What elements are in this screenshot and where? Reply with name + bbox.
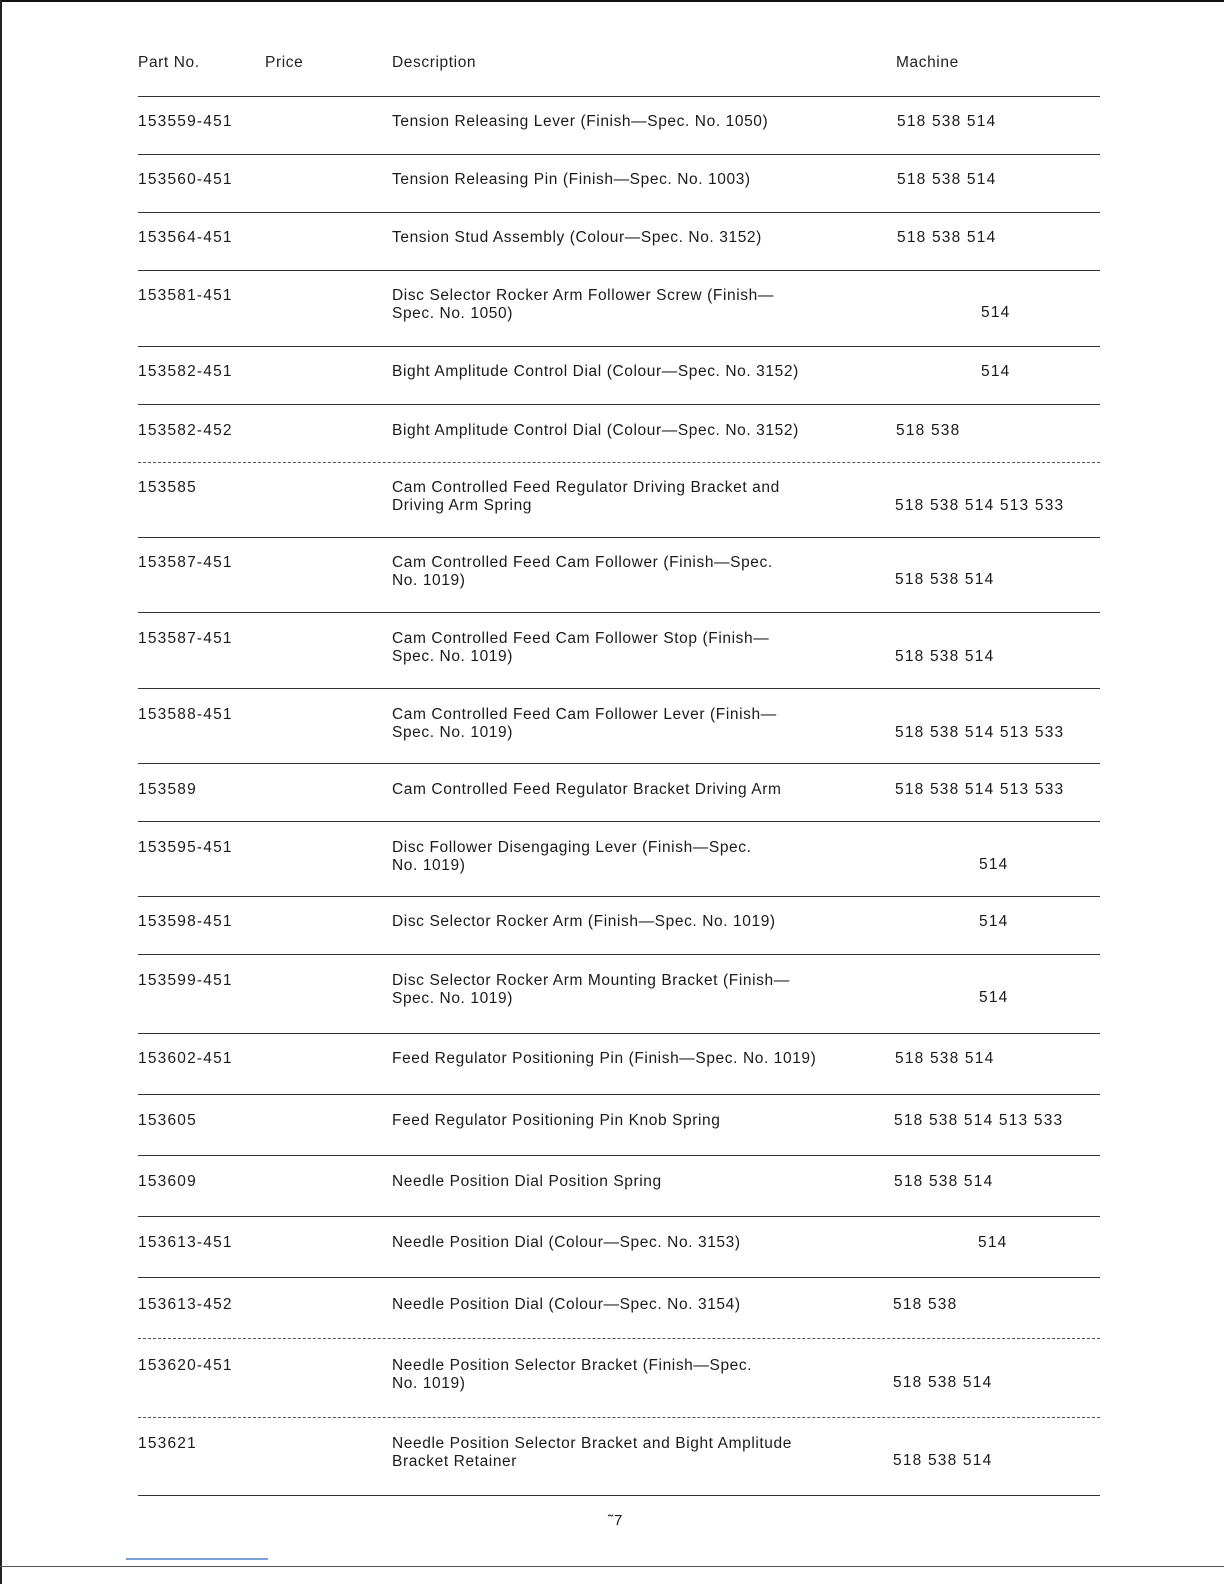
- machine-models: 518 538 514 513 533: [895, 781, 1065, 798]
- description: Disc Selector Rocker Arm (Finish—Spec. No. 1019): [392, 913, 776, 930]
- table-header: [0, 0, 1224, 80]
- page-number: ˜7: [608, 1512, 624, 1529]
- part-number: 153602-451: [138, 1050, 233, 1067]
- row-divider: [138, 1033, 1100, 1034]
- part-number: 153564-451: [138, 229, 233, 246]
- row-divider: [138, 154, 1100, 155]
- part-number: 153589: [138, 781, 197, 798]
- part-number: 153595-451: [138, 839, 233, 856]
- row-divider: [138, 954, 1100, 955]
- machine-models: 514: [981, 363, 1011, 380]
- machine-models: 518 538 514 513 533: [894, 1112, 1064, 1129]
- part-number: 153599-451: [138, 972, 233, 989]
- description: Bight Amplitude Control Dial (Colour—Spec. No. 3152): [392, 422, 799, 439]
- part-number: 153598-451: [138, 913, 233, 930]
- row-divider: [138, 1216, 1100, 1217]
- header-machine: Machine: [896, 54, 959, 71]
- machine-models: 518 538 514: [895, 648, 995, 665]
- row-divider: [138, 1495, 1100, 1496]
- machine-models: 518 538 514: [893, 1374, 993, 1391]
- machine-models: 514: [979, 913, 1009, 930]
- machine-models: 518 538 514: [897, 113, 997, 130]
- row-divider: [138, 896, 1100, 897]
- part-number: 153585: [138, 479, 197, 496]
- machine-models: 514: [981, 304, 1011, 321]
- row-divider: [138, 688, 1100, 689]
- part-number: 153620-451: [138, 1357, 233, 1374]
- row-divider: [138, 1417, 1100, 1418]
- description: Tension Stud Assembly (Colour—Spec. No. 3152): [392, 229, 762, 246]
- part-number: 153582-451: [138, 363, 233, 380]
- row-divider: [138, 537, 1100, 538]
- description: Cam Controlled Feed Cam Follower Lever (Finish— Spec. No. 1019): [392, 706, 777, 741]
- description: Disc Selector Rocker Arm Mounting Bracket (Finish— Spec. No. 1019): [392, 972, 790, 1007]
- row-divider: [138, 462, 1100, 463]
- row-divider: [138, 346, 1100, 347]
- part-number: 153621: [138, 1435, 197, 1452]
- part-number: 153560-451: [138, 171, 233, 188]
- description: Disc Follower Disengaging Lever (Finish—Spec. No. 1019): [392, 839, 752, 874]
- part-number: 153613-451: [138, 1234, 233, 1251]
- machine-models: 518 538 514: [893, 1452, 993, 1469]
- row-divider: [138, 763, 1100, 764]
- header-description: Description: [392, 54, 477, 71]
- description: Needle Position Dial Position Spring: [392, 1173, 662, 1190]
- description: Needle Position Selector Bracket and Bight Amplitude Bracket Retainer: [392, 1435, 792, 1470]
- part-number: 153613-452: [138, 1296, 233, 1313]
- machine-models: 514: [979, 856, 1009, 873]
- left-border: [0, 0, 2, 1584]
- description: Cam Controlled Feed Regulator Driving Bracket and Driving Arm Spring: [392, 479, 780, 514]
- machine-models: 518 538 514: [897, 229, 997, 246]
- description: Feed Regulator Positioning Pin Knob Spring: [392, 1112, 721, 1129]
- machine-models: 518 538 514: [897, 171, 997, 188]
- part-number: 153609: [138, 1173, 197, 1190]
- machine-models: 518 538 514: [894, 1173, 994, 1190]
- row-divider: [138, 1155, 1100, 1156]
- part-number: 153559-451: [138, 113, 233, 130]
- description: Needle Position Selector Bracket (Finish—Spec. No. 1019): [392, 1357, 753, 1392]
- description: Tension Releasing Lever (Finish—Spec. No. 1050): [392, 113, 769, 130]
- description: Feed Regulator Positioning Pin (Finish—Spec. No. 1019): [392, 1050, 817, 1067]
- description: Needle Position Dial (Colour—Spec. No. 3154): [392, 1296, 741, 1313]
- row-divider: [138, 96, 1100, 97]
- row-divider: [138, 1277, 1100, 1278]
- machine-models: 518 538 514: [895, 1050, 995, 1067]
- description: Cam Controlled Feed Regulator Bracket Driving Arm: [392, 781, 782, 798]
- bottom-border: [0, 1566, 1224, 1567]
- row-divider: [138, 612, 1100, 613]
- row-divider: [138, 404, 1100, 405]
- machine-models: 518 538: [893, 1296, 958, 1313]
- part-number: 153588-451: [138, 706, 233, 723]
- description: Disc Selector Rocker Arm Follower Screw (Finish— Spec. No. 1050): [392, 287, 774, 322]
- description: Tension Releasing Pin (Finish—Spec. No. 1003): [392, 171, 751, 188]
- description: Bight Amplitude Control Dial (Colour—Spec. No. 3152): [392, 363, 799, 380]
- header-part-no: Part No.: [138, 54, 200, 71]
- machine-models: 518 538: [896, 422, 961, 439]
- row-divider: [138, 1338, 1100, 1339]
- machine-models: 518 538 514 513 533: [895, 497, 1065, 514]
- part-number: 153582-452: [138, 422, 233, 439]
- header-price: Price: [265, 54, 304, 71]
- part-number: 153587-451: [138, 630, 233, 647]
- row-divider: [138, 821, 1100, 822]
- part-number: 153581-451: [138, 287, 233, 304]
- part-number: 153605: [138, 1112, 197, 1129]
- machine-models: 514: [979, 989, 1009, 1006]
- part-number: 153587-451: [138, 554, 233, 571]
- machine-models: 518 538 514: [895, 571, 995, 588]
- machine-models: 514: [978, 1234, 1008, 1251]
- row-divider: [138, 212, 1100, 213]
- description: Cam Controlled Feed Cam Follower (Finish—Spec. No. 1019): [392, 554, 773, 589]
- scan-mark: [126, 1558, 268, 1560]
- row-divider: [138, 270, 1100, 271]
- description: Cam Controlled Feed Cam Follower Stop (Finish— Spec. No. 1019): [392, 630, 770, 665]
- row-divider: [138, 1094, 1100, 1095]
- machine-models: 518 538 514 513 533: [895, 724, 1065, 741]
- description: Needle Position Dial (Colour—Spec. No. 3153): [392, 1234, 741, 1251]
